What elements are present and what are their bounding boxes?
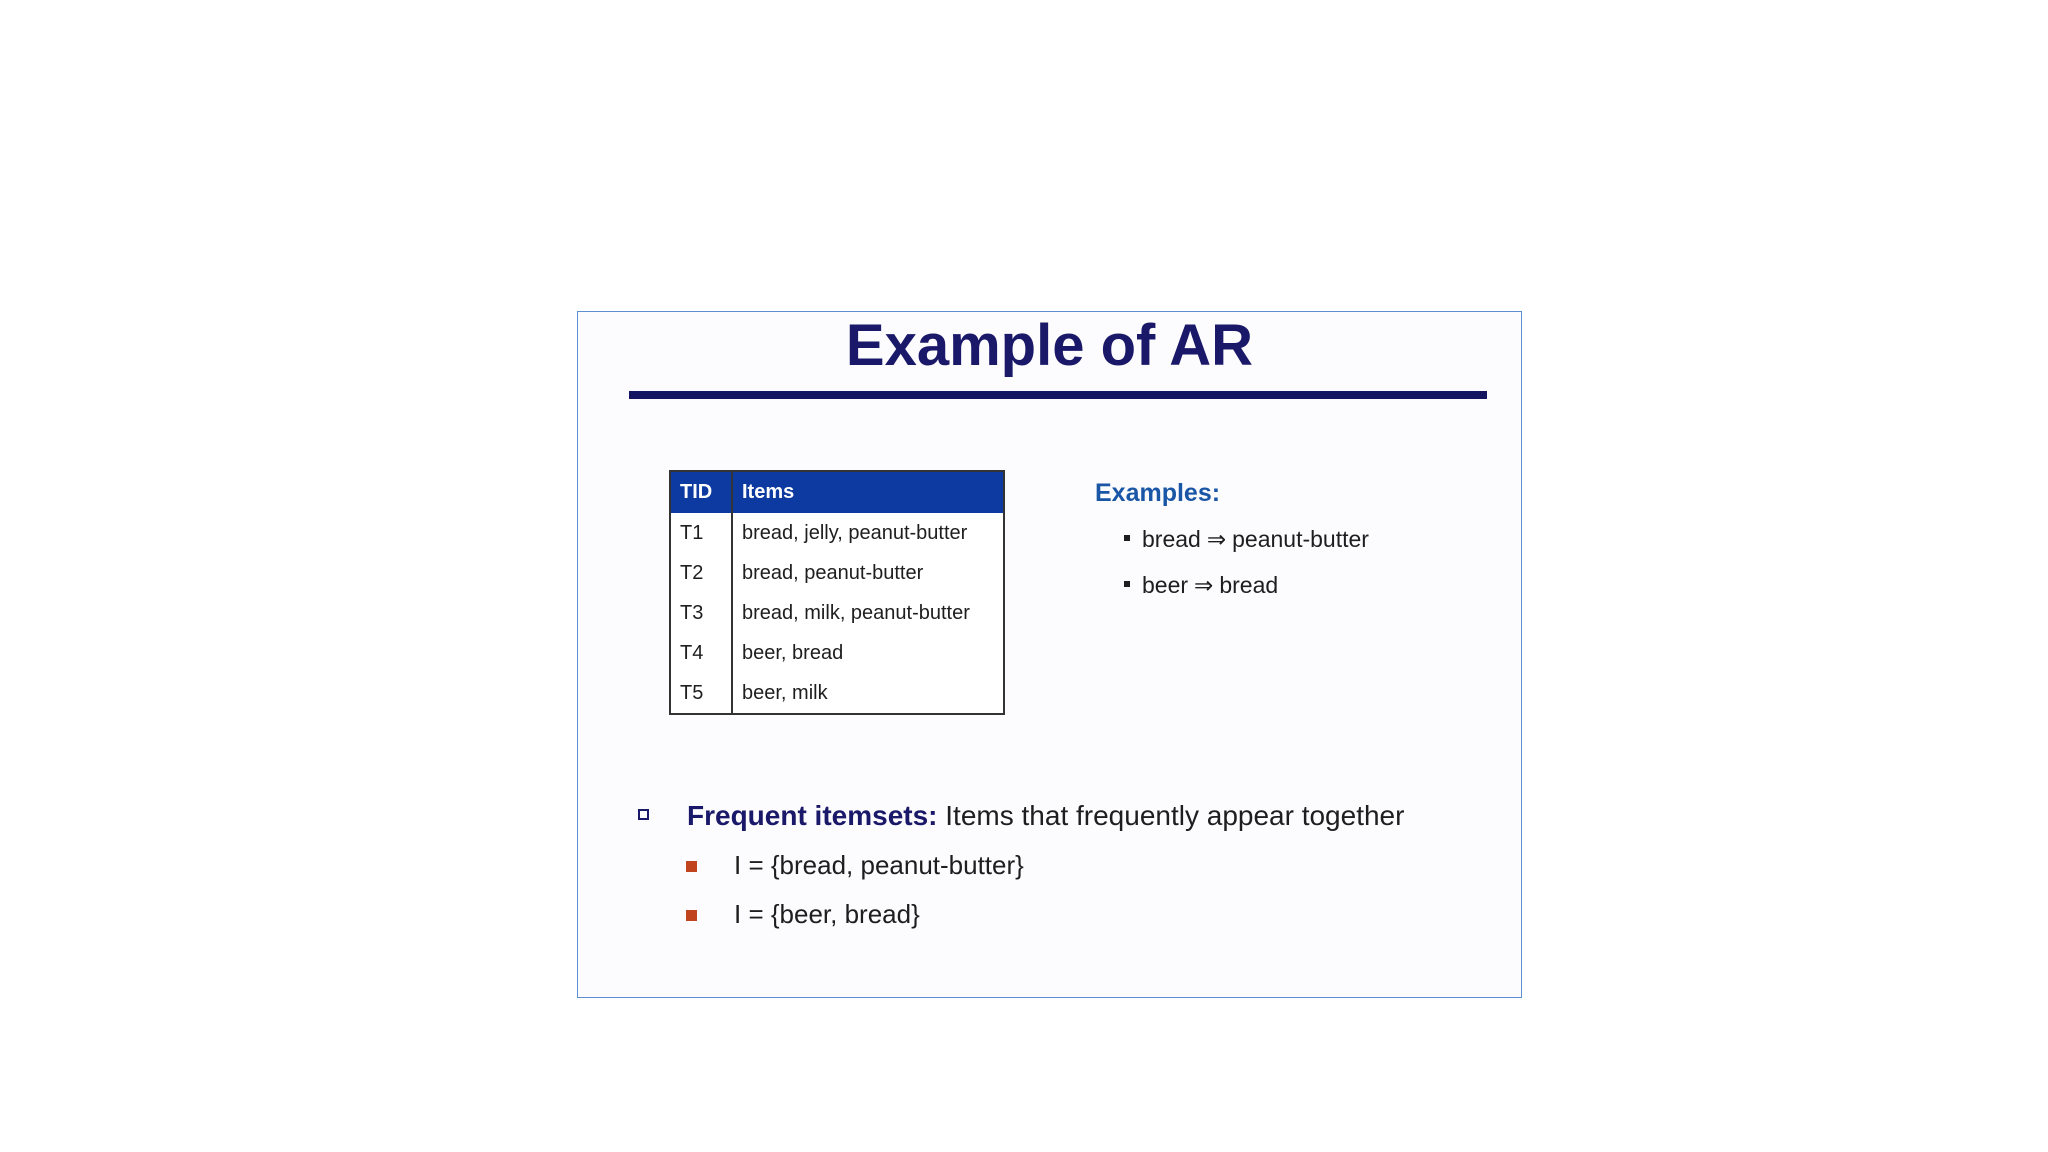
example-rule [1095,569,1495,601]
column-header-tid: TID [670,471,732,513]
table-row [670,553,1004,593]
slide [577,311,1522,998]
itemset-example [638,896,1498,932]
tid-cell: T1 [670,513,732,554]
table-row [670,633,1004,673]
frequent-itemsets-description: Items that frequently appear together [937,800,1405,831]
rule-lhs: bread [1142,526,1201,552]
small-square-bullet-icon [1124,535,1130,541]
implies-arrow-icon: ⇒ [1206,526,1227,552]
frequent-itemsets-bullet [638,798,1498,834]
items-cell: bread, peanut-butter [732,553,1004,593]
itemset-example [638,847,1498,883]
itemset-text: I = {bread, peanut-butter} [734,850,1024,880]
table-row [670,593,1004,633]
frequent-itemsets-section [638,798,1498,932]
items-cell: beer, milk [732,673,1004,714]
table-row [670,513,1004,554]
filled-square-bullet-icon [686,861,697,872]
rule-rhs: peanut-butter [1232,526,1369,552]
table-row [670,673,1004,714]
filled-square-bullet-icon [686,910,697,921]
table-header-row [670,471,1004,513]
rule-rhs: bread [1219,572,1279,598]
hollow-square-bullet-icon [638,809,649,820]
tid-cell: T5 [670,673,732,714]
title-underline [629,391,1487,399]
examples-heading: Examples: [1095,479,1221,507]
items-cell: bread, milk, peanut-butter [732,593,1004,633]
rule-lhs: beer [1142,572,1189,598]
example-rule [1095,523,1495,555]
tid-cell: T4 [670,633,732,673]
slide-title: Example of AR [845,313,1254,378]
tid-cell: T2 [670,553,732,593]
transactions-table [669,470,1005,715]
column-header-items: Items [732,471,1004,513]
examples-section [1095,477,1495,601]
items-cell: bread, jelly, peanut-butter [732,513,1004,554]
itemset-text: I = {beer, bread} [734,899,920,929]
tid-cell: T3 [670,593,732,633]
implies-arrow-icon: ⇒ [1194,572,1214,598]
small-square-bullet-icon [1124,581,1130,587]
items-cell: beer, bread [732,633,1004,673]
frequent-itemsets-term: Frequent itemsets: [687,800,938,831]
